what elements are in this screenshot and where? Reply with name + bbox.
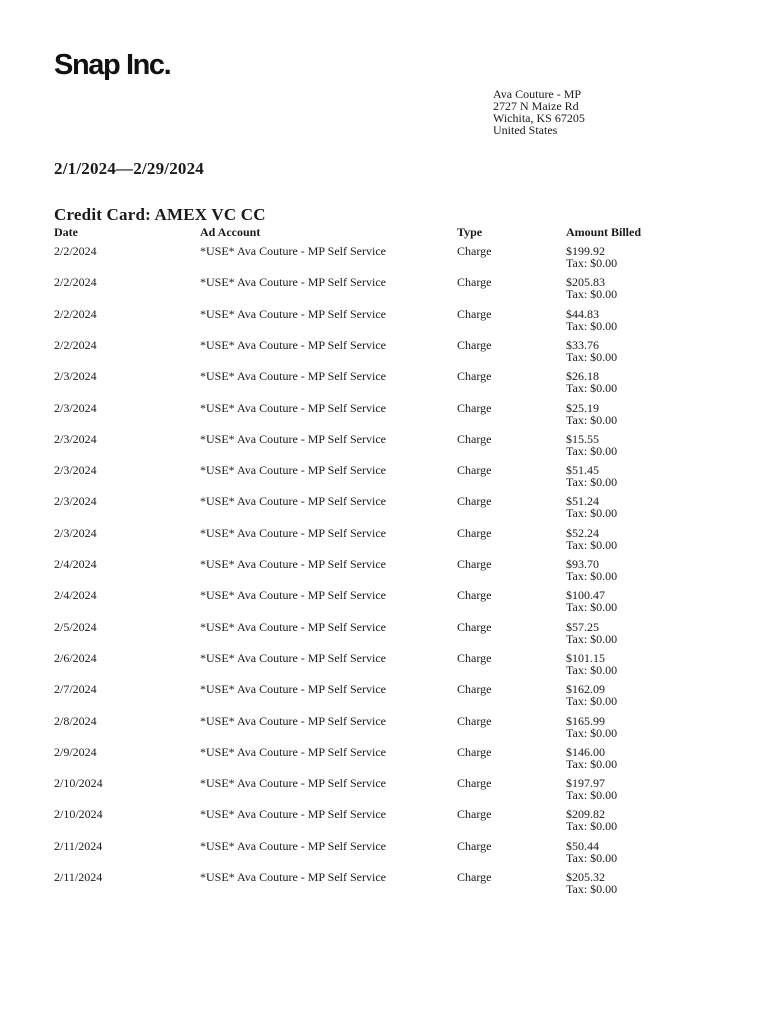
cell-type: Charge [457,494,492,509]
table-row [0,607,768,646]
cell-ad-account: *USE* Ava Couture - MP Self Service [200,431,386,446]
table-row [0,294,768,333]
tax-value: Tax: $0.00 [566,662,618,677]
amount-value: $57.25 [566,619,599,634]
amount-value: $101.15 [566,650,605,665]
cell-date: 2/10/2024 [54,776,103,791]
tax-value: Tax: $0.00 [566,788,618,803]
tax-value: Tax: $0.00 [566,694,618,709]
cell-amount [566,871,617,895]
cell-ad-account: *USE* Ava Couture - MP Self Service [200,400,386,415]
tax-value: Tax: $0.00 [566,256,618,270]
billing-period: 2/1/2024—2/29/2024 [54,159,204,178]
cell-date: 2/3/2024 [54,369,97,384]
amount-value: $51.24 [566,494,599,509]
cell-date: 2/3/2024 [54,400,97,415]
cell-type: Charge [457,557,492,571]
table-row [0,763,768,803]
cell-date: 2/2/2024 [54,337,97,352]
cell-date: 2/3/2024 [54,525,97,540]
amount-value: $52.24 [566,525,599,540]
cell-ad-account: *USE* Ava Couture - MP Self Service [200,463,386,478]
table-row [0,231,768,270]
company-logo: Snap Inc. [54,49,171,81]
cell-date: 2/11/2024 [54,870,103,884]
cell-type: Charge [457,400,492,415]
amount-value: $209.82 [566,807,605,822]
cell-type: Charge [457,619,492,634]
table-row [0,325,768,364]
cell-ad-account: *USE* Ava Couture - MP Self Service [200,713,386,728]
amount-value: $205.32 [566,870,605,884]
column-header-amount-billed: Amount Billed [566,225,642,239]
amount-value: $15.55 [566,431,599,446]
cell-type: Charge [457,870,492,884]
tax-value: Tax: $0.00 [566,349,618,364]
cell-date: 2/4/2024 [54,557,97,571]
cell-type: Charge [457,463,492,478]
cell-type: Charge [457,525,492,540]
address-line-country: United States [493,123,558,137]
billing-address [493,88,585,136]
amount-value: $44.83 [566,306,599,321]
cell-ad-account: *USE* Ava Couture - MP Self Service [200,306,386,321]
cell-ad-account: *USE* Ava Couture - MP Self Service [200,838,386,853]
cell-date: 2/2/2024 [54,275,97,290]
cell-type: Charge [457,838,492,853]
amount-value: $165.99 [566,713,605,728]
cell-type: Charge [457,244,492,258]
tax-value: Tax: $0.00 [566,850,618,865]
cell-ad-account: *USE* Ava Couture - MP Self Service [200,275,386,290]
cell-ad-account: *USE* Ava Couture - MP Self Service [200,494,386,509]
cell-type: Charge [457,744,492,759]
table-row [0,450,768,490]
column-header-type: Type [457,225,483,239]
cell-type: Charge [457,431,492,446]
cell-date: 2/7/2024 [54,682,97,697]
table-row [0,794,768,834]
tax-value: Tax: $0.00 [566,819,618,834]
cell-ad-account: *USE* Ava Couture - MP Self Service [200,244,386,258]
table-row [0,388,768,427]
tax-value: Tax: $0.00 [566,412,618,427]
amount-value: $197.97 [566,776,605,791]
amount-value: $199.92 [566,244,605,258]
cell-ad-account: *USE* Ava Couture - MP Self Service [200,776,386,791]
cell-ad-account: *USE* Ava Couture - MP Self Service [200,807,386,822]
cell-type: Charge [457,337,492,352]
tax-value: Tax: $0.00 [566,287,618,302]
table-row [0,262,768,302]
cell-date: 2/9/2024 [54,744,97,759]
cell-ad-account: *USE* Ava Couture - MP Self Service [200,619,386,634]
table-row [0,826,768,865]
cell-date: 2/11/2024 [54,838,103,853]
tax-value: Tax: $0.00 [566,882,618,896]
cell-date: 2/10/2024 [54,807,103,822]
cell-type: Charge [457,713,492,728]
address-line-name: Ava Couture - MP [493,87,582,101]
table-row [0,701,768,740]
cell-ad-account: *USE* Ava Couture - MP Self Service [200,744,386,759]
card-title: Credit Card: AMEX VC CC [54,205,266,224]
tax-value: Tax: $0.00 [566,631,618,646]
address-line-city: Wichita, KS 67205 [493,111,585,125]
tax-value: Tax: $0.00 [566,537,618,552]
cell-date: 2/2/2024 [54,244,97,258]
amount-value: $205.83 [566,275,605,290]
amount-value: $51.45 [566,463,599,478]
cell-ad-account: *USE* Ava Couture - MP Self Service [200,557,386,571]
tax-value: Tax: $0.00 [566,725,618,740]
amount-value: $93.70 [566,557,599,571]
cell-date: 2/6/2024 [54,650,97,665]
amount-value: $25.19 [566,400,599,415]
column-header-ad-account: Ad Account [200,225,261,239]
cell-ad-account: *USE* Ava Couture - MP Self Service [200,588,386,603]
amount-value: $100.47 [566,588,605,603]
table-row [0,669,768,709]
tax-value: Tax: $0.00 [566,600,618,615]
cell-date: 2/3/2024 [54,463,97,478]
table-row [0,732,768,771]
tax-value: Tax: $0.00 [566,443,618,458]
transactions-table [0,225,768,896]
cell-type: Charge [457,807,492,822]
amount-value: $26.18 [566,369,599,384]
table-row [0,513,768,552]
cell-ad-account: *USE* Ava Couture - MP Self Service [200,525,386,540]
cell-date: 2/2/2024 [54,306,97,321]
table-row [0,638,768,677]
cell-date: 2/4/2024 [54,588,97,603]
cell-date: 2/8/2024 [54,713,97,728]
tax-value: Tax: $0.00 [566,318,618,333]
cell-type: Charge [457,776,492,791]
cell-type: Charge [457,369,492,384]
cell-ad-account: *USE* Ava Couture - MP Self Service [200,337,386,352]
cell-type: Charge [457,650,492,665]
amount-value: $146.00 [566,744,605,759]
cell-date: 2/3/2024 [54,431,97,446]
address-line-street: 2727 N Maize Rd [493,99,579,113]
amount-value: $33.76 [566,337,599,352]
table-row [0,481,768,521]
cell-ad-account: *USE* Ava Couture - MP Self Service [200,650,386,665]
tax-value: Tax: $0.00 [566,506,618,521]
cell-ad-account: *USE* Ava Couture - MP Self Service [200,682,386,697]
amount-value: $162.09 [566,682,605,697]
tax-value: Tax: $0.00 [566,475,618,490]
table-row [0,544,768,583]
table-row [0,356,768,396]
table-row [0,575,768,615]
column-header-date: Date [54,225,78,239]
cell-type: Charge [457,306,492,321]
table-row [0,857,768,896]
cell-date: 2/3/2024 [54,494,97,509]
tax-value: Tax: $0.00 [566,756,618,771]
cell-date: 2/5/2024 [54,619,97,634]
tax-value: Tax: $0.00 [566,381,618,396]
amount-value: $50.44 [566,838,599,853]
cell-ad-account: *USE* Ava Couture - MP Self Service [200,369,386,384]
cell-ad-account: *USE* Ava Couture - MP Self Service [200,870,386,884]
cell-type: Charge [457,682,492,697]
cell-type: Charge [457,275,492,290]
table-row [0,419,768,458]
tax-value: Tax: $0.00 [566,569,618,583]
cell-type: Charge [457,588,492,603]
